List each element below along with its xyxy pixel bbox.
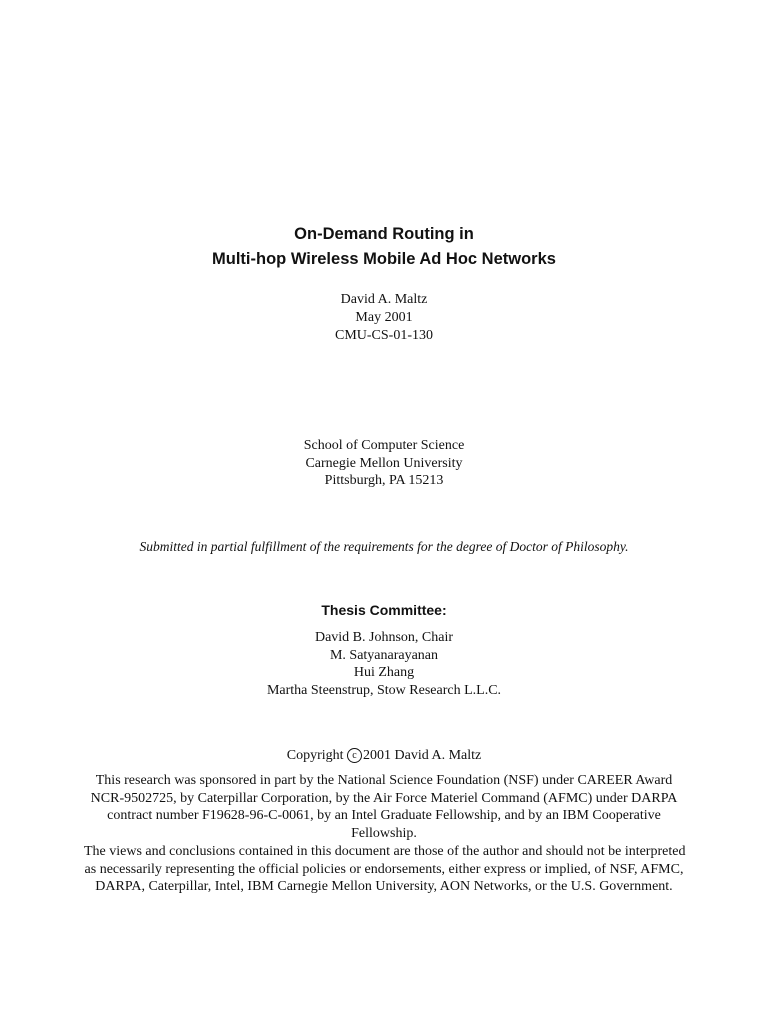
university-name: Carnegie Mellon University: [305, 455, 463, 471]
sponsorship-statement: [84, 772, 684, 842]
thesis-title: [0, 222, 768, 272]
report-number: CMU-CS-01-130: [334, 328, 433, 343]
sponsorship-line: This research was sponsored in part by the National Science Foundation (NSF) under CAREER Award: [95, 773, 673, 788]
affiliation: [0, 437, 768, 490]
publication-date: May 2001: [355, 310, 413, 325]
committee-member: Martha Steenstrup, Stow Research L.L.C.: [266, 682, 502, 698]
committee-member: M. Satyanarayanan: [329, 647, 439, 663]
committee-list: [0, 629, 768, 699]
sponsorship-line: contract number F19628-96-C-0061, by an Intel Graduate Fellowship, and by an IBM Cooperative: [107, 808, 661, 823]
thesis-title-line-2: Multi-hop Wireless Mobile Ad Hoc Networks: [212, 250, 556, 268]
disclaimer-statement: [84, 843, 684, 896]
committee-heading: Thesis Committee:: [321, 602, 447, 618]
sponsorship-line: Fellowship.: [351, 825, 417, 841]
sponsorship-line: NCR-9502725, by Caterpillar Corporation, by the Air Force Materiel Command (AFMC) under DARPA: [90, 790, 678, 806]
copyright-notice: [0, 747, 768, 765]
committee-member: David B. Johnson, Chair: [314, 630, 454, 645]
copyright-label: Copyright: [286, 748, 344, 763]
disclaimer-line: as necessarily representing the official policies or endorsements, either express or implied, of NSF, AFMC,: [84, 861, 684, 877]
copyright-text: 2001 David A. Maltz: [363, 748, 482, 763]
university-location: Pittsburgh, PA 15213: [324, 473, 444, 488]
author-info: [0, 291, 768, 345]
disclaimer-line: The views and conclusions contained in this document are those of the author and should not be interpreted: [84, 844, 686, 859]
school-name: School of Computer Science: [303, 438, 465, 453]
committee-member: Hui Zhang: [353, 665, 415, 680]
copyright-icon: c: [347, 748, 362, 763]
thesis-title-line-1: On-Demand Routing in: [294, 225, 474, 243]
author-name: David A. Maltz: [340, 292, 428, 307]
disclaimer-line: DARPA, Caterpillar, Intel, IBM Carnegie Mellon University, AON Networks, or the U.S. Government.: [95, 879, 673, 894]
submission-note: Submitted in partial fulfillment of the requirements for the degree of Doctor of Philosophy.: [139, 539, 629, 554]
